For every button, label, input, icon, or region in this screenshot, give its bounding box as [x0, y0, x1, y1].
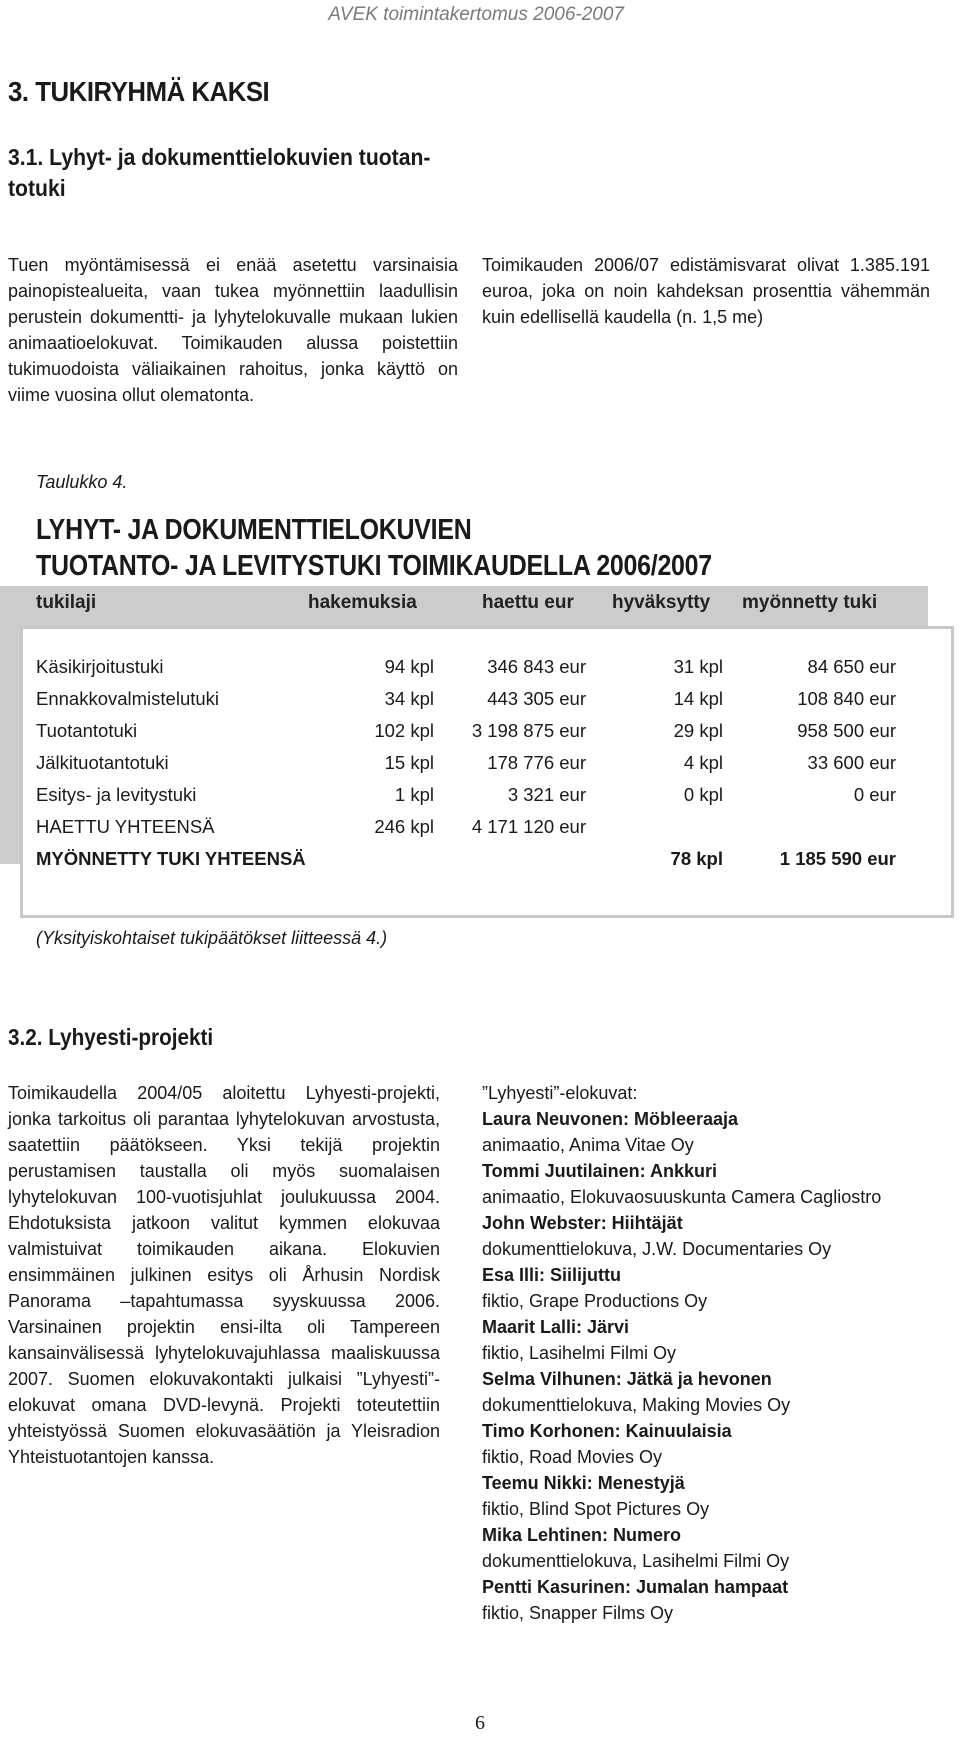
film-title: Tommi Juutilainen: Ankkuri [482, 1161, 718, 1181]
film-list-intro: ”Lyhyesti”-elokuvat: [482, 1083, 638, 1103]
film-title: Esa Illi: Siilijuttu [482, 1265, 622, 1285]
table-title-line1: LYHYT- JA DOKUMENTTIELOKUVIEN [36, 514, 472, 546]
cell-approved: 31 kpl [673, 656, 723, 677]
total-granted-row [0, 848, 960, 880]
subsection-heading-lyhyesti: 3.2. Lyhyesti-projekti [8, 1024, 214, 1050]
cell-granted: 958 500 eur [797, 720, 896, 741]
cell-type: Esitys- ja levitystuki [36, 784, 197, 805]
cell-type: Ennakkovalmistelutuki [36, 688, 220, 709]
film-title: Selma Vilhunen: Jätkä ja hevonen [482, 1369, 772, 1389]
table-title-line2: TUOTANTO- JA LEVITYSTUKI TOIMIKAUDELLA 2006/2007 [36, 550, 712, 582]
film-list [482, 1080, 932, 1626]
column-header-approved: hyväksytty [612, 592, 711, 613]
film-title: Mika Lehtinen: Numero [482, 1525, 682, 1545]
film-title: Laura Neuvonen: Möbleeraaja [482, 1109, 739, 1129]
column-header-type: tukilaji [36, 592, 97, 613]
column-header-granted: myönnetty tuki [742, 592, 878, 613]
cell-requested: 346 843 eur [487, 656, 586, 677]
film-title: John Webster: Hiihtäjät [482, 1213, 683, 1233]
table-caption: Taulukko 4. [36, 472, 128, 492]
page-number: 6 [475, 1712, 485, 1734]
table-row [0, 784, 960, 816]
film-description: animaatio, Anima Vitae Oy [482, 1135, 694, 1155]
total-applied-count: 246 kpl [374, 816, 434, 837]
project-paragraph: Toimikaudella 2004/05 aloitettu Lyhyesti-projekti, jonka tarkoitus oli parantaa lyhytelokuvan arvostusta, saatettiin päätökseen. Yksi tekijä projektin perustamisen taustalla oli myös suomalaisen lyhytelokuvan 100-vuotisjuhlat joulukuussa 2004. Ehdotuksista jatkoon valitut kymmen elokuvaa valmistuivat toimikauden aikana. Elokuvien ensimmäinen julkinen esitys oli Århusin Nordisk Panorama –tapahtumassa syyskuussa 2006. Varsinainen projektin ensi-ilta oli Tampereen kansainvälisessä lyhytelokuvajuhlassa maaliskuussa 2007. Suomen elokuvakontakti julkaisi ”Lyhyesti”-elokuvat omana DVD-levynä. Projekti toteutettiin yhteistyössä Suomen elokuvasäätiön ja Yleisradion Yhteistuotantojen kanssa. [8, 1083, 440, 1467]
budget-paragraph: Toimikauden 2006/07 edistämisvarat olivat 1.385.191 euroa, joka on noin kahdeksan prosenttia vähemmän kuin edellisellä kaudella (n. 1,5 me) [482, 255, 930, 327]
cell-granted: 108 840 eur [797, 688, 896, 709]
section-heading: 3. TUKIRYHMÄ KAKSI [8, 76, 270, 107]
film-description: dokumenttielokuva, J.W. Documentaries Oy [482, 1239, 832, 1259]
film-description: fiktio, Blind Spot Pictures Oy [482, 1499, 710, 1519]
film-description: fiktio, Road Movies Oy [482, 1447, 663, 1467]
total-granted-amount: 1 185 590 eur [779, 848, 896, 869]
film-title: Teemu Nikki: Menestyjä [482, 1473, 685, 1493]
film-description: dokumenttielokuva, Lasihelmi Filmi Oy [482, 1551, 790, 1571]
cell-requested: 3 198 875 eur [471, 720, 586, 741]
cell-applications: 94 kpl [384, 656, 434, 677]
total-granted-label: MYÖNNETTY TUKI YHTEENSÄ [36, 848, 306, 869]
cell-approved: 4 kpl [683, 752, 723, 773]
cell-granted: 0 eur [853, 784, 896, 805]
table-row [0, 720, 960, 752]
table-footnote: (Yksityiskohtaiset tukipäätökset liitteessä 4.) [36, 928, 388, 948]
cell-type: Jälkituotantotuki [36, 752, 169, 773]
running-header: AVEK toimintakertomus 2006-2007 [328, 4, 624, 25]
cell-applications: 1 kpl [394, 784, 434, 805]
cell-applications: 102 kpl [374, 720, 434, 741]
total-granted-count: 78 kpl [670, 848, 723, 869]
cell-requested: 443 305 eur [487, 688, 586, 709]
film-title: Pentti Kasurinen: Jumalan hampaat [482, 1577, 789, 1597]
column-header-requested: haettu eur [482, 592, 574, 613]
total-applied-label: HAETTU YHTEENSÄ [36, 816, 215, 837]
film-description: animaatio, Elokuvaosuuskunta Camera Cagliostro [482, 1187, 882, 1207]
total-applied-row [0, 816, 960, 848]
table-row [0, 752, 960, 784]
cell-requested: 3 321 eur [507, 784, 586, 805]
film-description: fiktio, Grape Productions Oy [482, 1291, 708, 1311]
film-description: fiktio, Snapper Films Oy [482, 1603, 674, 1623]
cell-applications: 34 kpl [384, 688, 434, 709]
cell-approved: 29 kpl [673, 720, 723, 741]
film-title: Timo Korhonen: Kainuulaisia [482, 1421, 732, 1441]
film-description: dokumenttielokuva, Making Movies Oy [482, 1395, 791, 1415]
cell-granted: 33 600 eur [807, 752, 896, 773]
film-description: fiktio, Lasihelmi Filmi Oy [482, 1343, 677, 1363]
column-header-applications: hakemuksia [308, 592, 417, 613]
cell-approved: 0 kpl [683, 784, 723, 805]
cell-applications: 15 kpl [384, 752, 434, 773]
cell-requested: 178 776 eur [487, 752, 586, 773]
total-applied-amount: 4 171 120 eur [471, 816, 586, 837]
cell-type: Tuotantotuki [36, 720, 138, 741]
table-title [36, 512, 810, 584]
cell-approved: 14 kpl [673, 688, 723, 709]
intro-paragraph: Tuen myöntämisessä ei enää asetettu varsinaisia painopistealueita, vaan tukea myönnettiin laadullisin perustein dokumentti- ja lyhytelokuvalle mukaan lukien animaatioelokuvat. Toimikauden alussa poistettiin tukimuodoista väliaikainen rahoitus, jonka käyttö on viime vuosina ollut olematonta. [8, 255, 458, 405]
cell-type: Käsikirjoitustuki [36, 656, 164, 677]
subsection-heading: 3.1. Lyhyt- ja dokumenttielokuvien tuotan-totuki [8, 144, 431, 201]
film-title: Maarit Lalli: Järvi [482, 1317, 630, 1337]
table-row [0, 688, 960, 720]
cell-granted: 84 650 eur [807, 656, 896, 677]
table-row [0, 656, 960, 688]
